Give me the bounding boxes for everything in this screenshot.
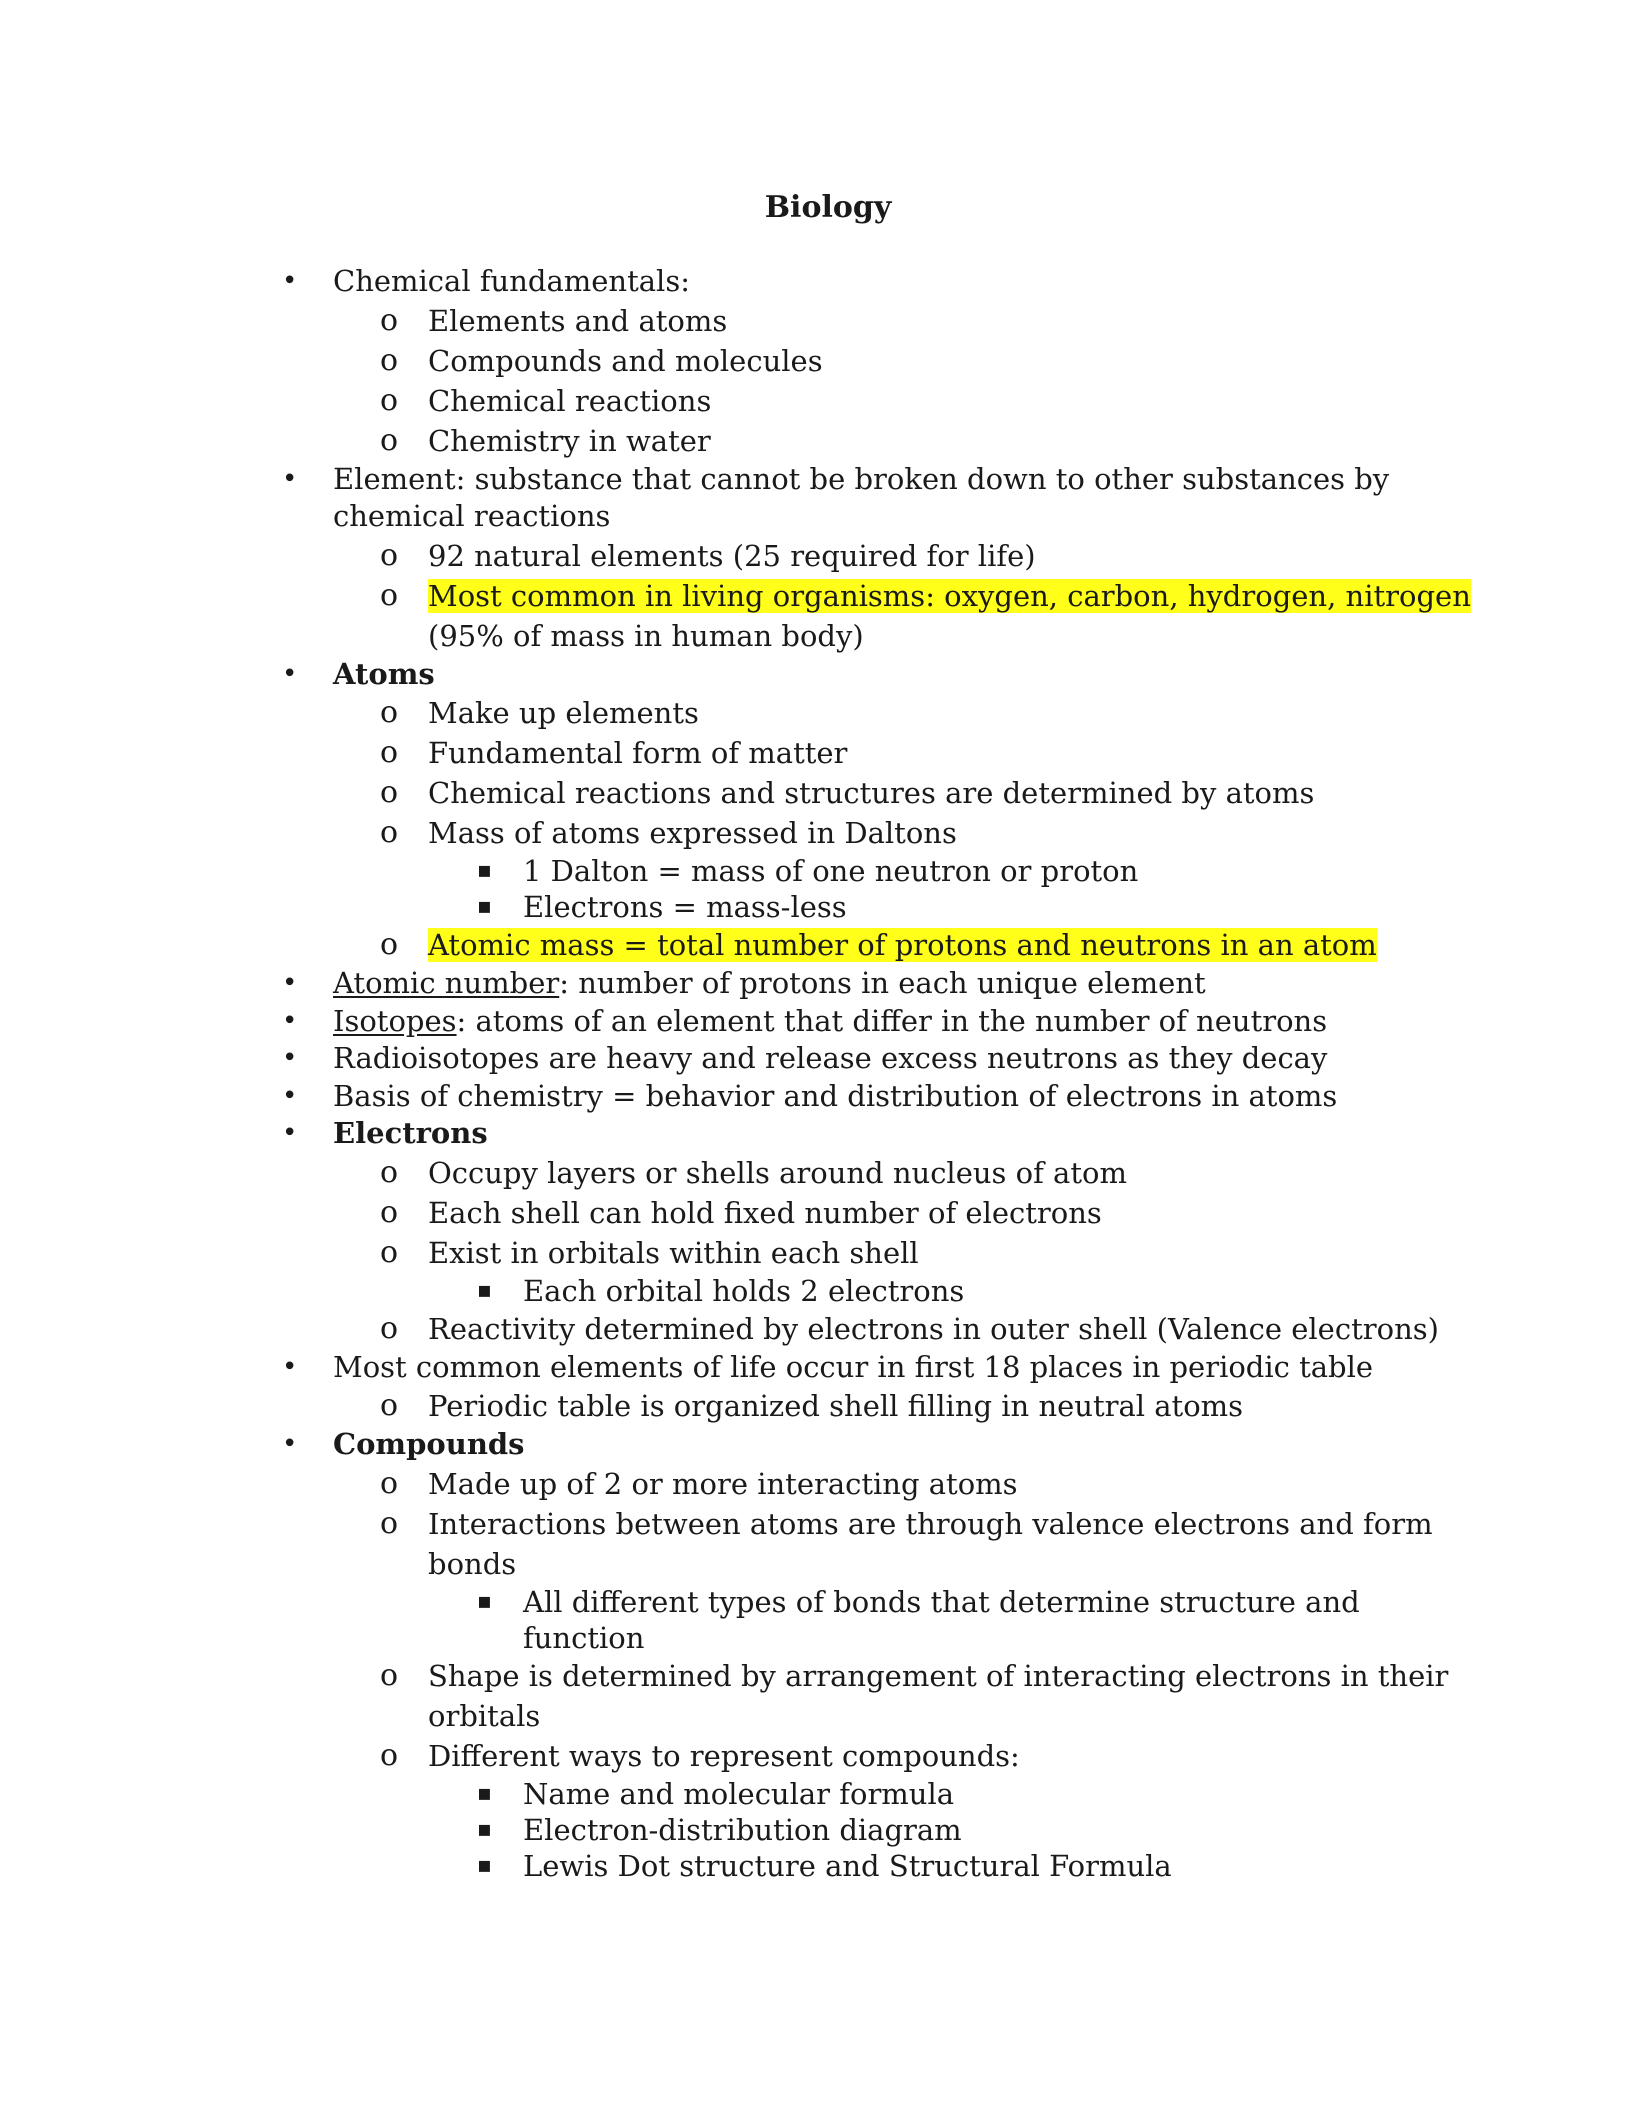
bullet-icon: o	[380, 382, 399, 418]
list-item	[0, 1233, 1640, 1273]
list-item	[0, 1426, 1640, 1464]
item-text: Radioisotopes are heavy and release excess neutrons as they decay	[333, 1041, 1328, 1075]
bullet-icon: o	[380, 1657, 399, 1693]
item-text: Mass of atoms expressed in Daltons	[428, 816, 957, 850]
bullet-icon: •	[282, 463, 298, 494]
list-item	[0, 1386, 1640, 1426]
item-text: Chemical reactions	[428, 383, 712, 418]
bullet-icon: o	[380, 422, 399, 458]
list-item	[0, 1309, 1640, 1349]
bullet-icon: o	[380, 815, 399, 850]
list-item	[0, 536, 1640, 576]
bullet-icon: o	[380, 577, 399, 613]
list-item	[0, 1003, 1640, 1041]
item-text: Elements and atoms	[428, 303, 728, 338]
list-item	[0, 341, 1640, 381]
list-item	[0, 1193, 1640, 1233]
list-item	[0, 925, 1640, 965]
bullet-icon: •	[282, 1429, 298, 1459]
item-text: (95% of mass in human body)	[428, 618, 864, 653]
list-item	[0, 1656, 1640, 1696]
item-text: function	[523, 1620, 645, 1655]
bullet-icon: ▪	[477, 858, 492, 883]
item-text: Electrons = mass-less	[523, 890, 847, 924]
item-text: Periodic table is organized shell filling in neutral atoms	[428, 1389, 1244, 1423]
list-item	[0, 381, 1640, 421]
list-item-continuation	[0, 1620, 1640, 1656]
bullet-icon: ▪	[477, 1588, 492, 1614]
item-text: Chemical reactions and structures are determined by atoms	[428, 776, 1315, 810]
item-text: Different ways to represent compounds:	[428, 1738, 1020, 1773]
list-item	[0, 421, 1640, 461]
item-text: Name and molecular formula	[523, 1776, 955, 1811]
list-item	[0, 1040, 1640, 1078]
list-item	[0, 1115, 1640, 1153]
bullet-icon: o	[380, 342, 399, 378]
item-text: Chemistry in water	[428, 423, 711, 458]
item-text: Element: substance that cannot be broken down to other substances by	[333, 461, 1390, 496]
bullet-icon: •	[282, 658, 298, 689]
list-item	[0, 1464, 1640, 1504]
bullet-icon: o	[380, 1234, 399, 1270]
bullet-icon: •	[282, 968, 298, 998]
list-item	[0, 263, 1640, 301]
bullet-icon: •	[282, 1005, 298, 1036]
notes-outline	[0, 263, 1640, 1884]
bullet-icon: o	[380, 775, 399, 810]
list-item	[0, 889, 1640, 925]
list-item	[0, 1078, 1640, 1116]
list-item-continuation	[0, 1696, 1640, 1736]
bullet-icon: o	[380, 695, 399, 730]
section-heading: Electrons	[333, 1116, 488, 1150]
list-item	[0, 301, 1640, 341]
item-text: Interactions between atoms are through valence electrons and form	[428, 1506, 1433, 1541]
list-item	[0, 693, 1640, 733]
list-item	[0, 1776, 1640, 1812]
bullet-icon: o	[380, 1505, 399, 1541]
item-text: bonds	[428, 1546, 517, 1581]
item-text: Occupy layers or shells around nucleus of atom	[428, 1155, 1127, 1190]
bullet-icon: ▪	[477, 1852, 492, 1878]
list-item	[0, 656, 1640, 694]
bullet-icon: o	[380, 927, 399, 962]
list-item	[0, 965, 1640, 1003]
item-text: Reactivity determined by electrons in outer shell (Valence electrons)	[428, 1311, 1439, 1346]
list-item-continuation	[0, 498, 1640, 536]
list-item	[0, 1153, 1640, 1193]
item-text: Make up elements	[428, 696, 699, 730]
bullet-icon: •	[282, 1043, 298, 1073]
list-item	[0, 853, 1640, 889]
list-item	[0, 1812, 1640, 1848]
bullet-icon: •	[282, 1080, 298, 1111]
item-text: Made up of 2 or more interacting atoms	[428, 1466, 1018, 1501]
item-text: Fundamental form of matter	[428, 736, 848, 770]
item-text: Most common elements of life occur in first 18 places in periodic table	[333, 1349, 1374, 1384]
list-item	[0, 576, 1640, 616]
item-text: Electron-distribution diagram	[523, 1812, 962, 1847]
term-isotopes: Isotopes	[333, 1003, 457, 1038]
item-text: Basis of chemistry = behavior and distribution of electrons in atoms	[333, 1078, 1338, 1113]
list-item-continuation	[0, 1544, 1640, 1584]
item-text: orbitals	[428, 1698, 541, 1733]
page-title: Biology	[764, 190, 892, 225]
item-text: : number of protons in each unique element	[559, 966, 1206, 1000]
list-item	[0, 1584, 1640, 1620]
bullet-icon: •	[282, 1118, 298, 1148]
bullet-icon: o	[380, 1310, 399, 1346]
bullet-icon: ▪	[477, 1277, 492, 1303]
bullet-icon: •	[282, 266, 298, 296]
bullet-icon: o	[380, 735, 399, 770]
section-heading: Compounds	[333, 1427, 525, 1461]
item-text: Lewis Dot structure and Structural Formula	[523, 1848, 1172, 1883]
bullet-icon: o	[380, 1388, 399, 1423]
bullet-icon: o	[380, 1194, 399, 1230]
list-item	[0, 461, 1640, 499]
item-text: : atoms of an element that differ in the number of neutrons	[456, 1003, 1328, 1038]
section-heading: Atoms	[333, 656, 435, 691]
highlighted-text: Atomic mass = total number of protons and neutrons in an atom	[428, 928, 1377, 962]
item-text: Each shell can hold fixed number of electrons	[428, 1195, 1102, 1230]
bullet-icon: ▪	[477, 894, 492, 919]
list-item	[0, 1848, 1640, 1884]
list-item-continuation	[0, 616, 1640, 656]
item-text: Shape is determined by arrangement of interacting electrons in their	[428, 1658, 1449, 1693]
item-text: Chemical fundamentals:	[333, 264, 690, 298]
list-item	[0, 733, 1640, 773]
item-text: Exist in orbitals within each shell	[428, 1235, 919, 1270]
bullet-icon: o	[380, 1154, 399, 1190]
list-item	[0, 813, 1640, 853]
list-item	[0, 1273, 1640, 1309]
list-item	[0, 773, 1640, 813]
bullet-icon: ▪	[477, 1816, 492, 1842]
item-text: 92 natural elements (25 required for life)	[428, 538, 1036, 573]
item-text: Compounds and molecules	[428, 343, 823, 378]
highlighted-text: Most common in living organisms: oxygen, carbon, hydrogen, nitrogen	[428, 578, 1471, 613]
bullet-icon: o	[380, 1737, 399, 1773]
list-item	[0, 1349, 1640, 1387]
list-item	[0, 1736, 1640, 1776]
item-text: All different types of bonds that determine structure and	[523, 1584, 1360, 1619]
list-item	[0, 1504, 1640, 1544]
item-text: chemical reactions	[333, 499, 611, 533]
bullet-icon: ▪	[477, 1780, 492, 1806]
bullet-icon: o	[380, 1465, 399, 1501]
bullet-icon: •	[282, 1351, 298, 1382]
term-atomic-number: Atomic number	[333, 966, 560, 1000]
bullet-icon: o	[380, 302, 399, 338]
bullet-icon: o	[380, 537, 399, 573]
item-text: 1 Dalton = mass of one neutron or proton	[523, 854, 1139, 888]
item-text: Each orbital holds 2 electrons	[523, 1273, 965, 1308]
